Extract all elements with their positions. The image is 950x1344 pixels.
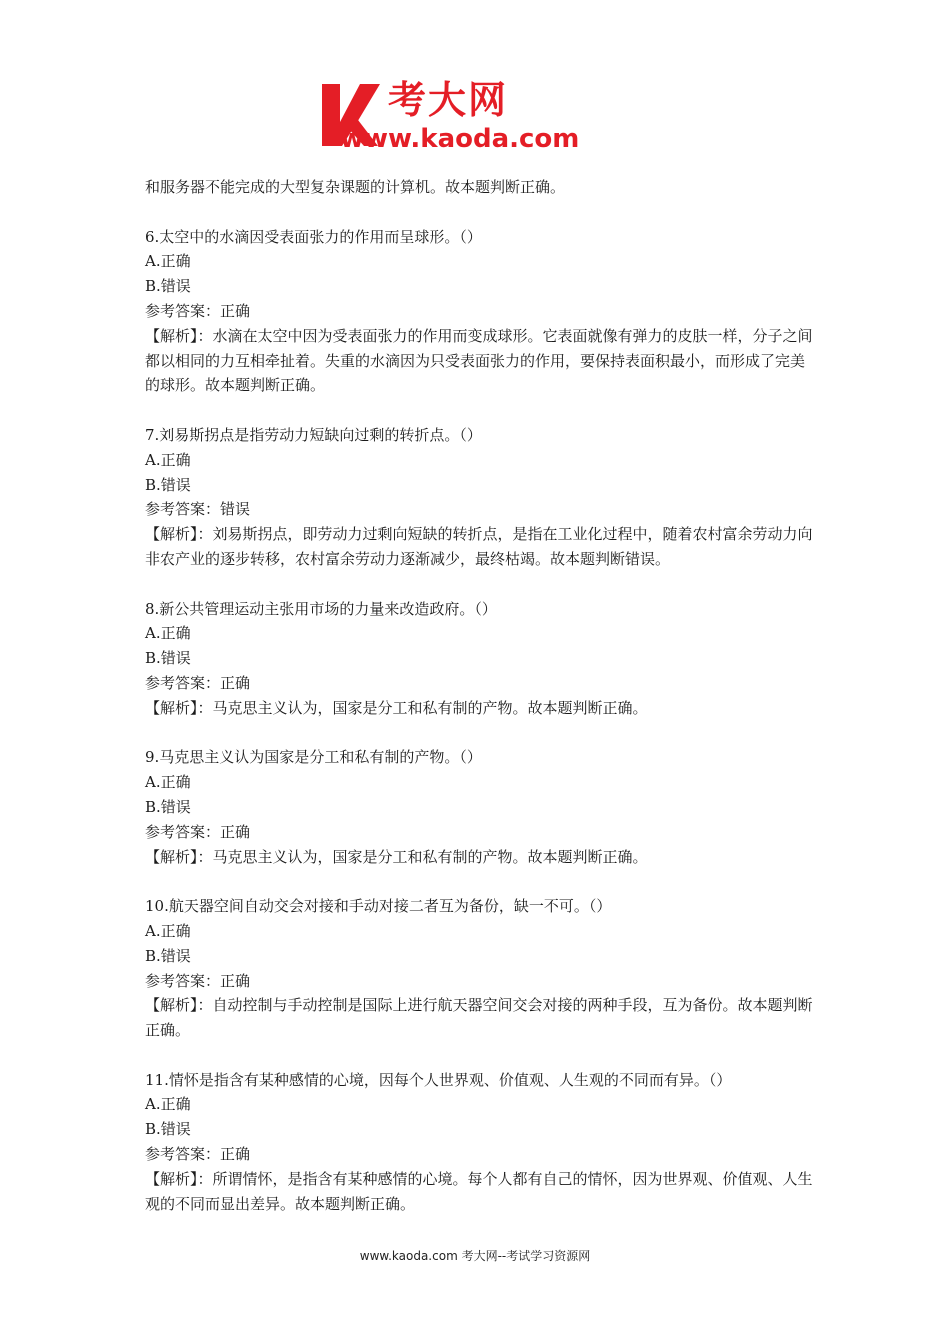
option-b: B.错误 bbox=[145, 649, 191, 668]
question-block bbox=[145, 225, 817, 399]
question-block bbox=[145, 745, 817, 869]
reference-answer: 参考答案：正确 bbox=[145, 822, 251, 841]
question-text: 6.太空中的水滴因受表面张力的作用而呈球形。（） bbox=[145, 227, 482, 246]
option-a: A.正确 bbox=[145, 624, 191, 643]
option-a: A.正确 bbox=[145, 450, 191, 469]
reference-answer: 参考答案：正确 bbox=[145, 971, 251, 990]
logo-brand-text: 考大网 bbox=[388, 78, 509, 122]
option-b: B.错误 bbox=[145, 475, 191, 494]
reference-answer: 参考答案：正确 bbox=[145, 301, 251, 320]
reference-answer: 参考答案：错误 bbox=[145, 500, 251, 519]
option-a: A.正确 bbox=[145, 921, 191, 940]
document-body bbox=[145, 175, 817, 1216]
analysis-text: 【解析】：马克思主义认为，国家是分工和私有制的产物。故本题判断正确。 bbox=[145, 698, 648, 717]
question-text: 7.刘易斯拐点是指劳动力短缺向过剩的转折点。（） bbox=[145, 425, 482, 444]
analysis-text: 【解析】：刘易斯拐点，即劳动力过剩向短缺的转折点，是指在工业化过程中，随着农村富余劳动力向非农产业的逐步转移，农村富余劳动力逐渐减少，最终枯竭。故本题判断错误。 bbox=[145, 525, 813, 568]
logo-url-text: www.kaoda.com bbox=[340, 124, 580, 154]
question-text: 10.航天器空间自动交会对接和手动对接二者互为备份，缺一不可。（） bbox=[145, 897, 612, 916]
page-footer: www.kaoda.com 考大网--考试学习资源网 bbox=[359, 1249, 591, 1263]
analysis-text: 【解析】：水滴在太空中因为受表面张力的作用而变成球形。它表面就像有弹力的皮肤一样，分子之间都以相同的力互相牵扯着。失重的水滴因为只受表面张力的作用，要保持表面积最小，而形成了完美的球形。故本题判断正确。 bbox=[145, 326, 813, 395]
question-block bbox=[145, 423, 817, 572]
option-b: B.错误 bbox=[145, 946, 191, 965]
reference-answer: 参考答案：正确 bbox=[145, 1145, 251, 1164]
option-a: A.正确 bbox=[145, 1095, 191, 1114]
reference-answer: 参考答案：正确 bbox=[145, 673, 251, 692]
analysis-text: 【解析】：马克思主义认为，国家是分工和私有制的产物。故本题判断正确。 bbox=[145, 847, 648, 866]
option-a: A.正确 bbox=[145, 252, 191, 271]
option-a: A.正确 bbox=[145, 773, 191, 792]
option-b: B.错误 bbox=[145, 797, 191, 816]
site-logo bbox=[318, 78, 638, 160]
question-text: 9.马克思主义认为国家是分工和私有制的产物。（） bbox=[145, 748, 482, 767]
option-b: B.错误 bbox=[145, 1120, 191, 1139]
question-text: 11.情怀是指含有某种感情的心境，因每个人世界观、价值观、人生观的不同而有异。（） bbox=[145, 1070, 732, 1089]
question-block bbox=[145, 597, 817, 721]
analysis-text: 【解析】：所谓情怀，是指含有某种感情的心境。每个人都有自己的情怀，因为世界观、价值观、人生观的不同而显出差异。故本题判断正确。 bbox=[145, 1169, 813, 1213]
option-b: B.错误 bbox=[145, 277, 191, 296]
intro-line: 和服务器不能完成的大型复杂课题的计算机。故本题判断正确。 bbox=[145, 178, 566, 196]
analysis-text: 【解析】：自动控制与手动控制是国际上进行航天器空间交会对接的两种手段，互为备份。故本题判断正确。 bbox=[145, 996, 813, 1040]
question-text: 8.新公共管理运动主张用市场的力量来改造政府。（） bbox=[145, 599, 497, 618]
question-block bbox=[145, 1068, 817, 1217]
question-block bbox=[145, 894, 817, 1043]
